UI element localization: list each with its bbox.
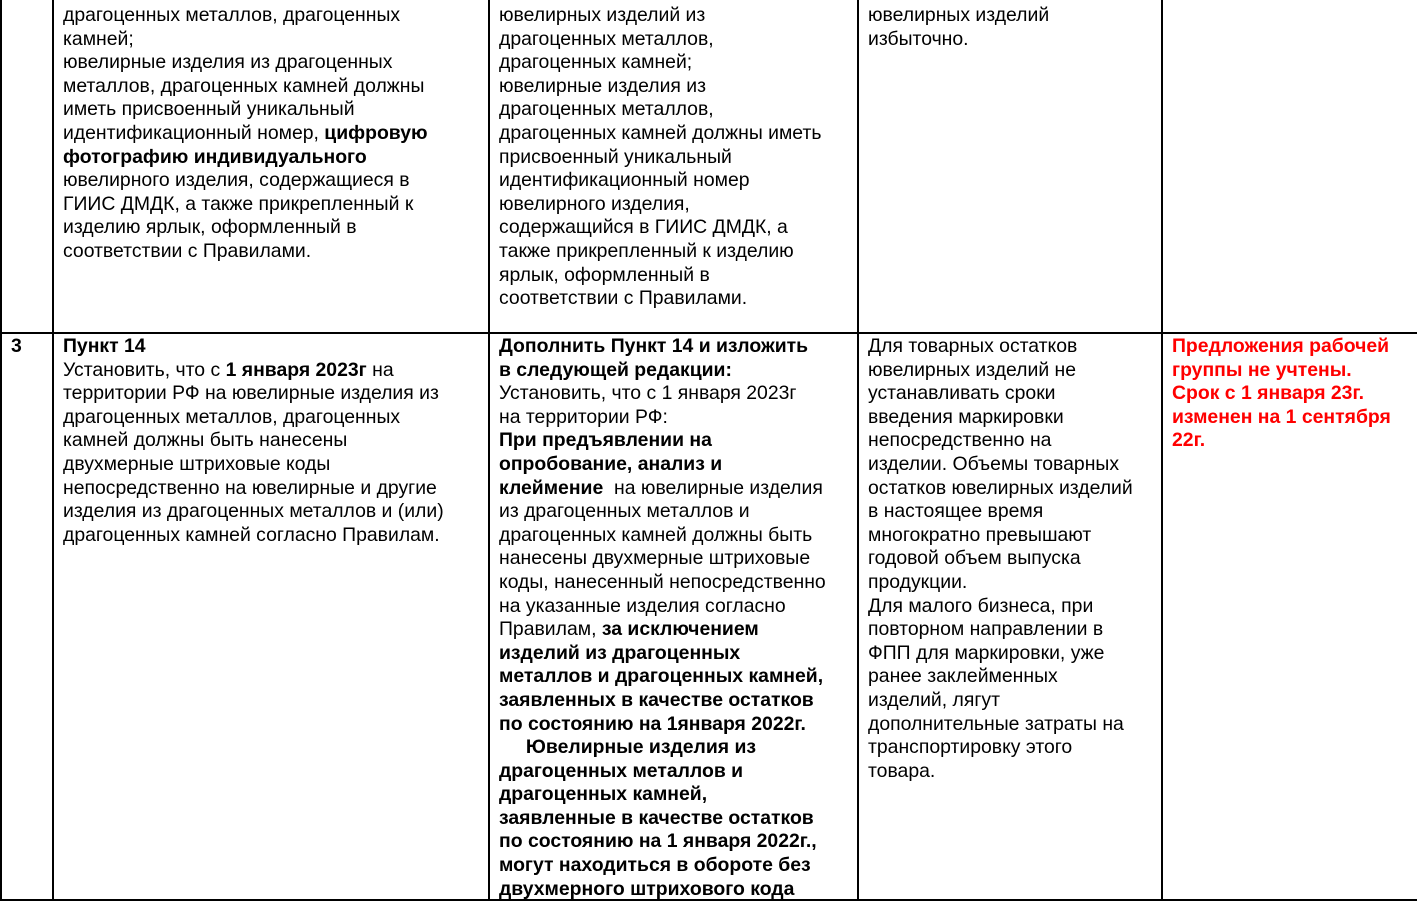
row-separator xyxy=(0,332,1417,334)
row3-note-text: Предложения рабочей группы не учтены. Срок с 1 января 23г. изменен на 1 сентября 22г. xyxy=(1172,335,1391,452)
table-divider-col1 xyxy=(52,0,54,901)
prev-row-proposed-text: ювелирных изделий из драгоценных металлов, драгоценных камней; ювелирные изделия из драгоценных металлов, драгоценных камней должны иметь присвоенный уникальный идентификационный номер ювелирного изделия, содержащийся в ГИИС ДМДК, а также прикрепленный к изделию ярлык, оформленный в соответствии с Правилами. xyxy=(499,4,822,310)
row3-proposed-text: Дополнить Пункт 14 и изложить в следующей редакции: Установить, что с 1 января 2023г на территории РФ: При предъявлении на опробование, анализ и клеймение на ювелирные изделия из драгоценных металлов и драгоценных камней должны быть нанесены двухмерные штриховые коды, нанесенный непосредственно на указанные изделия согласно Правилам, за исключением изделий из драгоценных металлов и драгоценных камней, заявленных в качестве остатков по состоянию на 1января 2022г. Ювелирные изделия из драгоценных металлов и драгоценных камней, заявленные в качестве остатков по состоянию на 1 января 2022г., могут находиться в обороте без двухмерного штрихового кода xyxy=(499,335,826,900)
table-border-left xyxy=(0,0,2,901)
table-divider-col2 xyxy=(488,0,490,901)
prev-row-current-text: драгоценных металлов, драгоценных камней; ювелирные изделия из драгоценных металлов, драгоценных камней должны иметь присвоенный уникальный идентификационный номер, цифровую фотографию индивидуального ювелирного изделия, содержащиеся в ГИИС ДМДК, а также прикрепленный к изделию ярлык, оформленный в соответствии с Правилами. xyxy=(63,4,428,262)
table-divider-col4 xyxy=(1161,0,1163,901)
row3-justification-text: Для товарных остатков ювелирных изделий не устанавливать сроки введения маркировки непосредственно на изделии. Объемы товарных остатков ювелирных изделий в настоящее время многократно превышают годовой объем выпуска продукции. Для малого бизнеса, при повторном направлении в ФПП для маркировки, уже ранее заклейменных изделий, лягут дополнительные затраты на транспортировку этого товара. xyxy=(868,335,1133,782)
row3-current-text: Пункт 14 Установить, что с 1 января 2023г на территории РФ на ювелирные изделия из драгоценных металлов, драгоценных камней должны быть нанесены двухмерные штриховые коды непосредственно на ювелирные и другие изделия из драгоценных металлов и (или) драгоценных камней согласно Правилам. xyxy=(63,335,444,546)
prev-row-justification-text: ювелирных изделий избыточно. xyxy=(868,4,1050,50)
row-number: 3 xyxy=(11,335,22,357)
table-divider-col3 xyxy=(857,0,859,901)
